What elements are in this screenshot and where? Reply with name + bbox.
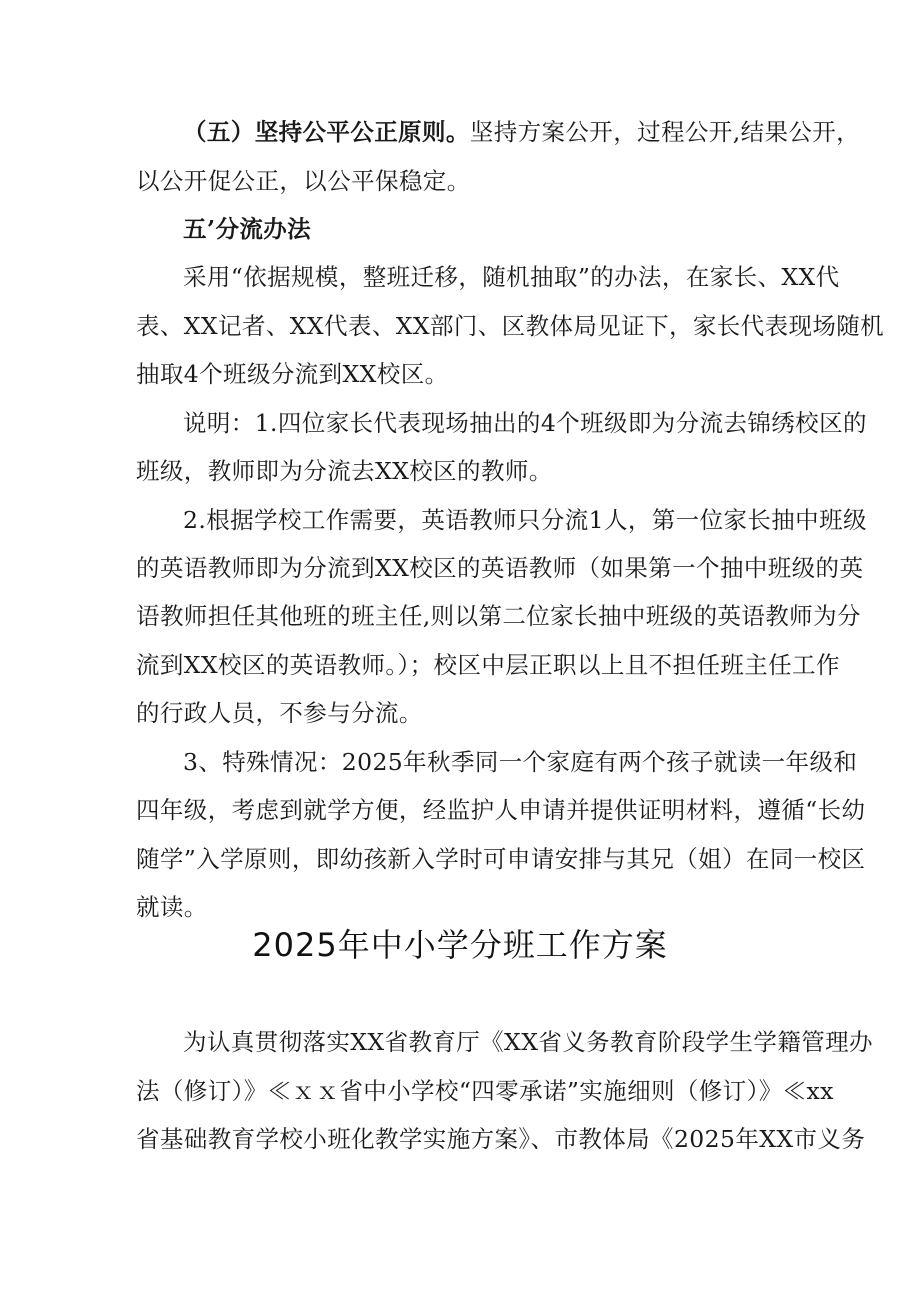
section-heading-fenliu: 五’分流办法 <box>183 215 312 243</box>
note-1-line-2: 班级，教师即为分流去XX校区的教师。 <box>136 457 553 485</box>
note-2-line-5: 的行政人员，不参与分流。 <box>136 699 423 727</box>
note-2-line-1: 2.根据学校工作需要，英语教师只分流1人，第一位家长抽中班级 <box>183 506 867 534</box>
note-2-line-3: 语教师担任其他班的班主任,则以第二位家长抽中班级的英语教师为分 <box>136 602 861 630</box>
note-2-line-2: 的英语教师即为分流到XX校区的英语教师（如果第一个抽中班级的英 <box>136 554 864 582</box>
note-2-line-4: 流到XX校区的英语教师。）；校区中层正职以上且不担任班主任工作 <box>136 651 840 679</box>
note-3-line-4: 就读。 <box>136 893 208 921</box>
principle-5-heading: （五）坚持公平公正原则。 <box>183 118 470 146</box>
intro-line-3: 省基础教育学校小班化教学实施方案》、市教体局《2025年XX市义务 <box>136 1125 866 1153</box>
principle-5-line-1 <box>183 116 861 148</box>
method-line-3: 抽取4个班级分流到XX校区。 <box>136 360 449 388</box>
note-1-line-1: 说明：1.四位家长代表现场抽出的4个班级即为分流去锦绣校区的 <box>183 409 867 437</box>
method-line-2: 表、XX记者、XX代表、XX部门、区教体局见证下，家长代表现场随机 <box>136 312 885 340</box>
note-3-line-3: 随学”入学原则，即幼孩新入学时可申请安排与其兄（姐）在同一校区 <box>136 845 866 873</box>
document-title: 2025年中小学分班工作方案 <box>252 926 668 964</box>
intro-line-1: 为认真贯彻落实XX省教育厅《XX省义务教育阶段学生学籍管理办 <box>183 1028 873 1056</box>
principle-5-text: 坚持方案公开，过程公开,结果公开， <box>469 118 861 146</box>
method-line-1: 采用“依据规模，整班迁移，随机抽取”的办法，在家长、XX代 <box>183 263 840 291</box>
intro-line-2: 法（修订）》≪ｘｘ省中小学校“四零承诺”实施细则（修订）》≪xx <box>136 1077 834 1105</box>
note-3-line-1: 3、特殊情况：2025年秋季同一个家庭有两个孩子就读一年级和 <box>183 748 858 776</box>
principle-5-line-2: 以公开促公正，以公平保稳定。 <box>136 167 471 195</box>
note-3-line-2: 四年级，考虑到就学方便，经监护人申请并提供证明材料，遵循“长幼 <box>136 796 866 824</box>
